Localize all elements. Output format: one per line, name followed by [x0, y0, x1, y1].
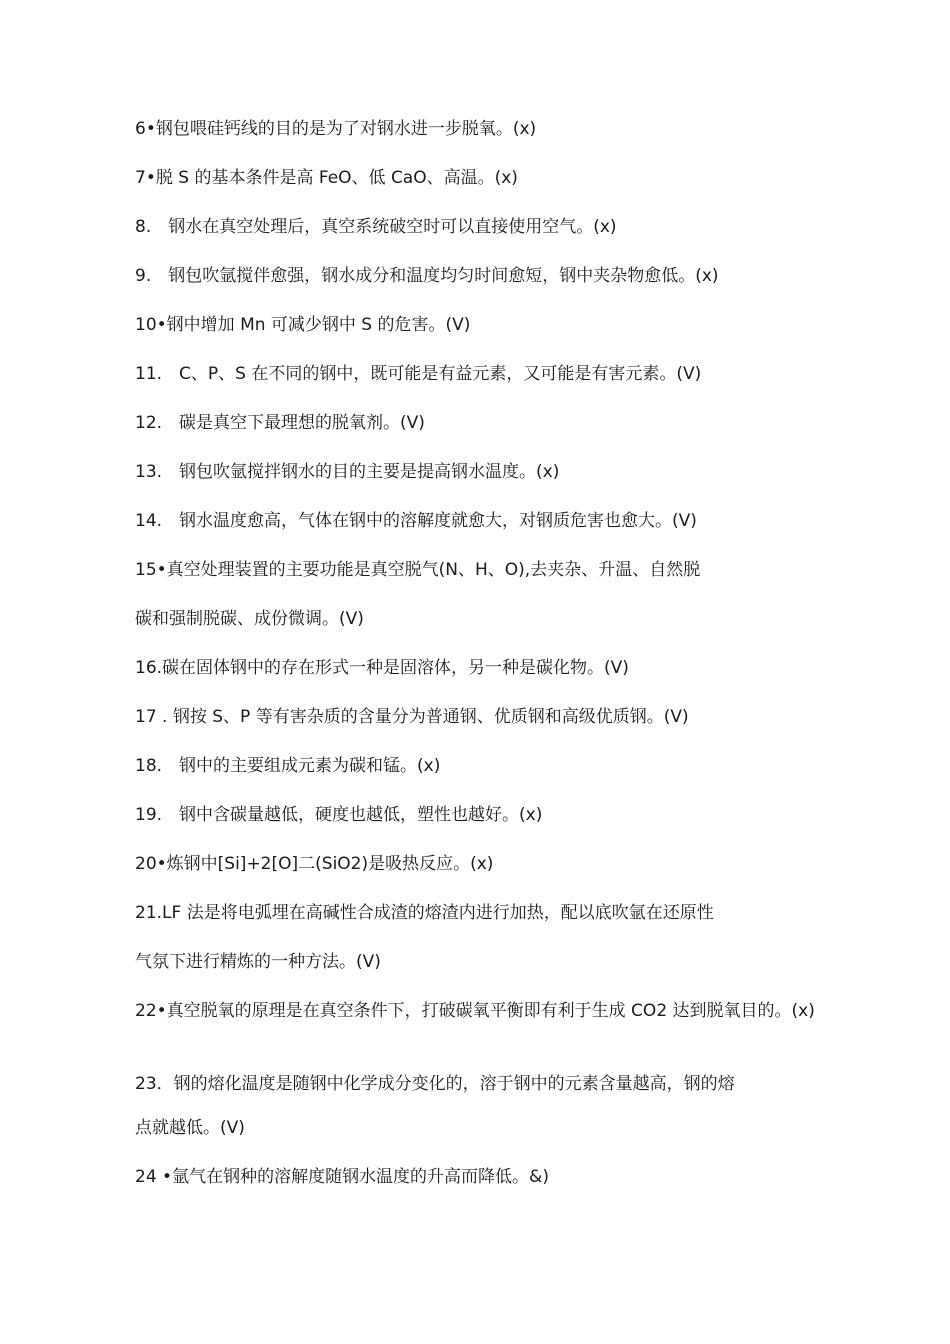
question-23-line-2: 点就越低。(V)	[135, 1118, 245, 1138]
question-14: 14. 钢水温度愈高，气体在钢中的溶解度就愈大，对钢质危害也愈大。(V)	[135, 511, 697, 531]
question-8: 8. 钢水在真空处理后，真空系统破空时可以直接使用空气。(x)	[135, 217, 617, 237]
question-6: 6•钢包喂硅钙线的目的是为了对钢水进一步脱氧。(x)	[135, 119, 537, 139]
question-21-line-2: 气氛下进行精炼的一种方法。(V)	[135, 952, 381, 972]
question-15-line-1: 15•真空处理装置的主要功能是真空脱气(N、H、O),去夹杂、升温、自然脱	[135, 560, 701, 580]
question-23-line-1: 23．钢的熔化温度是随钢中化学成分变化的，溶于钢中的元素含量越高，钢的熔	[135, 1074, 735, 1094]
question-17: 17 . 钢按 S、P 等有害杂质的含量分为普通钢、优质钢和高级优质钢。(V)	[135, 707, 689, 727]
question-10: 10•钢中增加 Mn 可减少钢中 S 的危害。(V)	[135, 315, 471, 335]
question-24: 24 •氩气在钢种的溶解度随钢水温度的升高而降低。&)	[135, 1167, 549, 1187]
question-22: 22•真空脱氧的原理是在真空条件下，打破碳氧平衡即有利于生成 CO2 达到脱氧目的。(x)	[135, 1001, 815, 1021]
question-13: 13. 钢包吹氩搅拌钢水的目的主要是提高钢水温度。(x)	[135, 462, 560, 482]
question-20: 20•炼钢中[Si]+2[O]二(SiO2)是吸热反应。(x)	[135, 854, 494, 874]
question-16: 16.碳在固体钢中的存在形式一种是固溶体，另一种是碳化物。(V)	[135, 658, 629, 678]
question-18: 18. 钢中的主要组成元素为碳和锰。(x)	[135, 756, 441, 776]
question-15-line-2: 碳和强制脱碳、成份微调。(V)	[135, 609, 364, 629]
question-19: 19. 钢中含碳量越低，硬度也越低，塑性也越好。(x)	[135, 805, 543, 825]
question-12: 12. 碳是真空下最理想的脱氧剂。(V)	[135, 413, 425, 433]
question-9: 9. 钢包吹氩搅伴愈强，钢水成分和温度均匀时间愈短，钢中夹杂物愈低。(x)	[135, 266, 719, 286]
question-7: 7•脱 S 的基本条件是高 FeO、低 CaO、高温。(x)	[135, 168, 518, 188]
question-21-line-1: 21.LF 法是将电弧埋在高碱性合成渣的熔渣内进行加热，配以底吹氩在还原性	[135, 903, 714, 923]
question-11: 11. C、P、S 在不同的钢中，既可能是有益元素，又可能是有害元素。(V)	[135, 364, 702, 384]
